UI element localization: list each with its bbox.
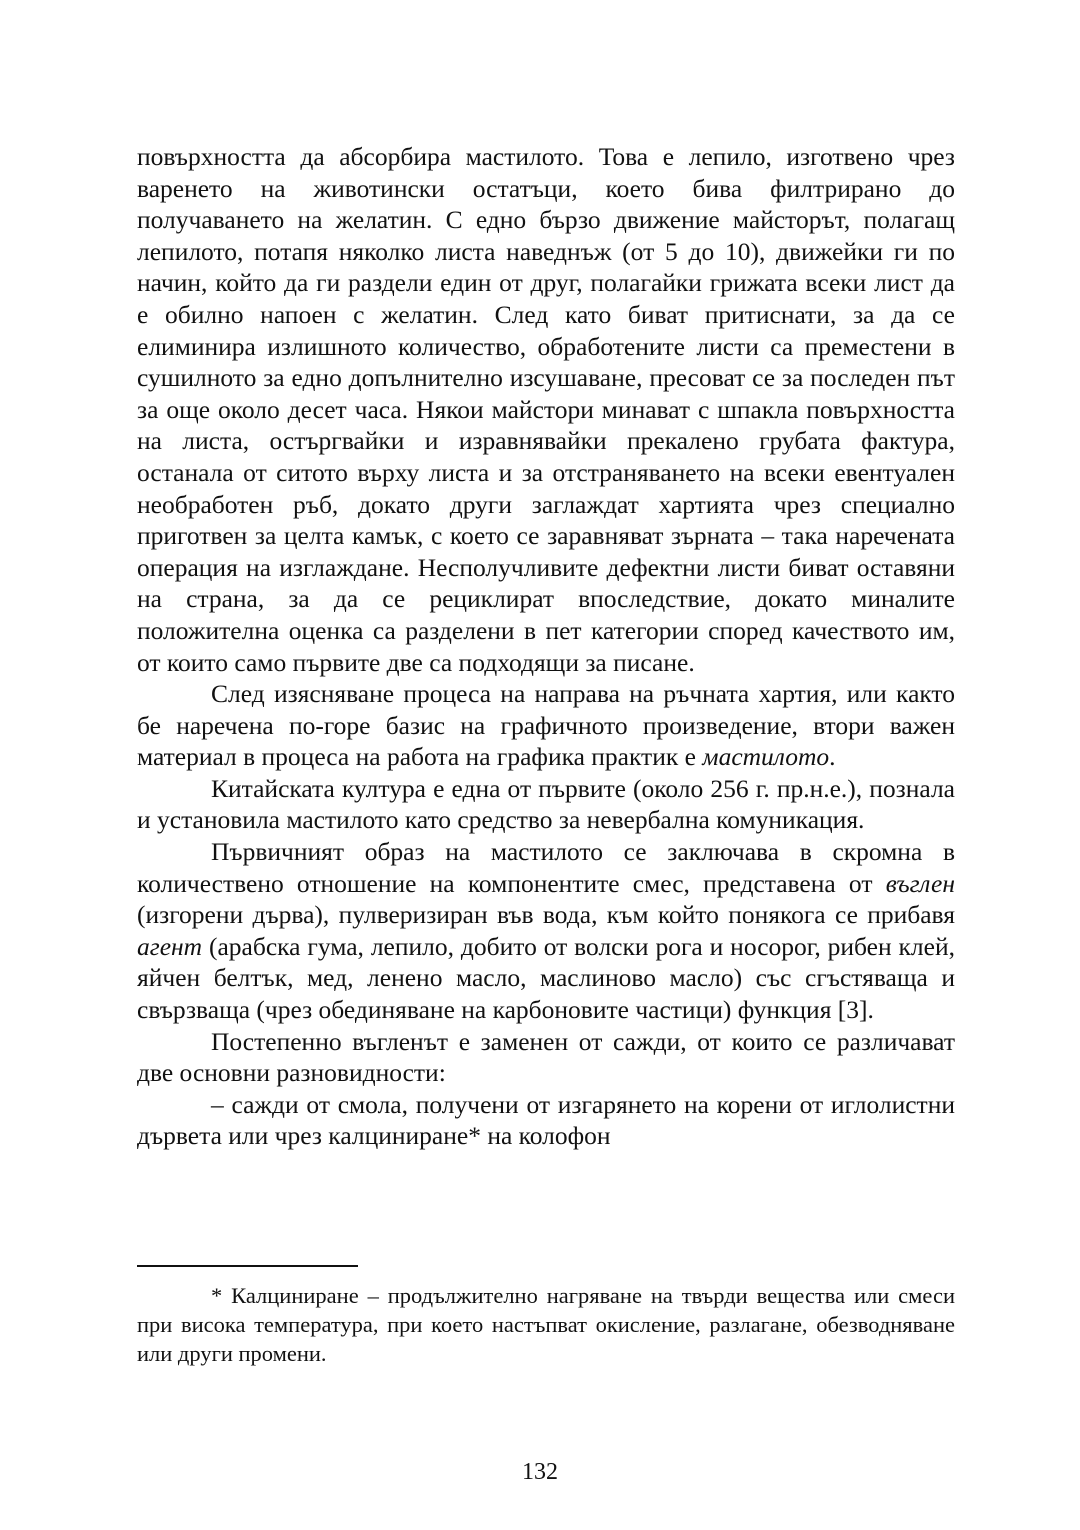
paragraph-text: Първичният образ на мастилото се заключава в скромна в количествено отношение на компонентите смес, представена от	[137, 837, 955, 898]
body-text	[137, 141, 955, 1152]
paragraph-paper-sizing	[137, 141, 955, 678]
footnote-separator	[137, 1265, 358, 1267]
paragraph-text: След изясняване процеса на направа на ръчната хартия, или както бе наречена по-горе базис на графичното произведение, втори важен материал в процеса на работа на графика практик е	[137, 679, 955, 772]
paragraph-text: повърхността да абсорбира мастилото. Това е лепило, изготвено чрез варенето на животински остатъци, което бива филтрирано до получаването на желатин. С едно бързо движение майсторът, полагащ лепилото, потапя няколко листа наведнъж (от 5 до 10), движейки ги по начин, който да ги раздели един от друг, полагайки грижата всеки лист да е обилно напоен с желатин. След като биват притиснати, за да се елиминира излишното количество, обработените листи са преместени в сушилното за едно допълнително изсушаване, пресоват се за последен път за още около десет часа. Някои майстори минават с шпакла повърхността на листа, остъргвайки и изравнявайки прекалено грубата фактура, останала от ситото върху листа и за отстраняването на всеки евентуален необработен ръб, докато други заглаждат хартията чрез специално приготвен за целта камък, с което се заравняват зърната – така наречената операция на изглаждане. Несполучливите дефектни листи биват оставяни на страна, за да се рециклират впоследствие, докато миналите положителна оценка са разделени в пет категории според качеството им, от които само първите две са подходящи за писане.	[137, 142, 955, 677]
italic-term-agent: агент	[137, 931, 203, 961]
paragraph-ink-introduction	[137, 678, 955, 773]
paragraph-text: Китайската култура е една от първите (около 256 г. пр.н.е.), познала и установила мастилото като средство за невербална комуникация.	[137, 773, 955, 835]
list-item-resin-soot	[137, 1089, 955, 1152]
paragraph-text: (арабска гума, лепило, добито от волски рога и носорог, рибен клей, яйчен белтък, мед, ленено масло, маслиново масло) със сгъстяваща и свързваща (чрез обединяване на карбоновите частици) функция [3].	[137, 931, 955, 1025]
page-number: 132	[522, 1459, 558, 1485]
paragraph-ink-composition	[137, 836, 955, 1026]
paragraph-soot-varieties	[137, 1026, 955, 1089]
italic-term-mastiloto: мастилото	[702, 742, 830, 772]
footnote-calcination: * Калциниране – продължително нагряване на твърди вещества или смеси при висока температура, при което настъпват окисление, разлагане, обезводняване или други промени.	[137, 1283, 955, 1366]
italic-term-vaglen: въглен	[885, 868, 955, 898]
paragraph-text: Постепенно въгленът е заменен от сажди, от които се различават две основни разновидности:	[137, 1026, 955, 1088]
paragraph-chinese-culture	[137, 773, 955, 836]
paragraph-text: – сажди от смола, получени от изгарянето на корени от иглолистни дървета или чрез калциниране* на колофон	[137, 1089, 955, 1151]
paragraph-text: .	[829, 742, 836, 772]
paragraph-text: (изгорени дърва), пулверизиран във вода, към който понякога се прибавя	[137, 900, 955, 930]
